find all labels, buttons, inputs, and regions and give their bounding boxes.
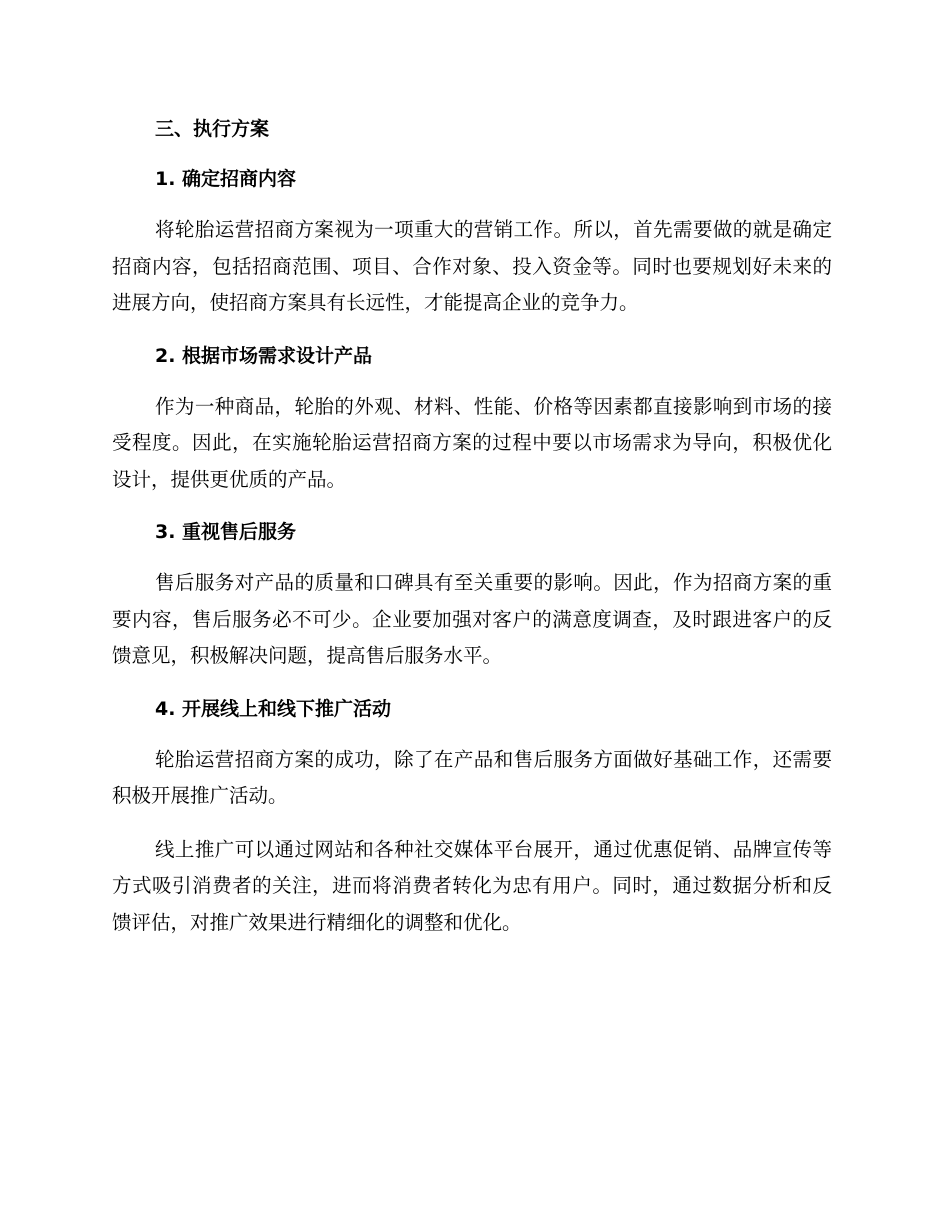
subsection-2-paragraph: 作为一种商品，轮胎的外观、材料、性能、价格等因素都直接影响到市场的接受程度。因此，在实施轮胎运营招商方案的过程中要以市场需求为导向，积极优化设计，提供更优质的产品。 [112, 394, 832, 491]
subsection-1-paragraph: 将轮胎运营招商方案视为一项重大的营销工作。所以，首先需要做的就是确定招商内容，包括招商范围、项目、合作对象、投入资金等。同时也要规划好未来的进展方向，使招商方案具有长远性，才能提高企业的竞争力。 [112, 218, 832, 314]
subsection-heading-2: 2. 根据市场需求设计产品 [155, 344, 373, 367]
subsection-4-paragraph-1: 轮胎运营招商方案的成功，除了在产品和售后服务方面做好基础工作，还需要积极开展推广活动。 [112, 747, 832, 807]
document-body [112, 112, 832, 941]
section-title: 三、执行方案 [155, 118, 270, 140]
subsection-4-paragraph-2: 线上推广可以通过网站和各种社交媒体平台展开，通过优惠促销、品牌宣传等方式吸引消费者的关注，进而将消费者转化为忠有用户。同时，通过数据分析和反馈评估，对推广效果进行精细化的调整和优化。 [112, 837, 832, 934]
subsection-heading-1: 1. 确定招商内容 [155, 168, 297, 190]
subsection-3-paragraph: 售后服务对产品的质量和口碑具有至关重要的影响。因此，作为招商方案的重要内容，售后服务必不可少。企业要加强对客户的满意度调查，及时跟进客户的反馈意见，积极解决问题，提高售后服务水平。 [112, 571, 832, 667]
subsection-heading-3: 3. 重视售后服务 [155, 521, 297, 543]
subsection-heading-4: 4. 开展线上和线下推广活动 [155, 697, 392, 720]
